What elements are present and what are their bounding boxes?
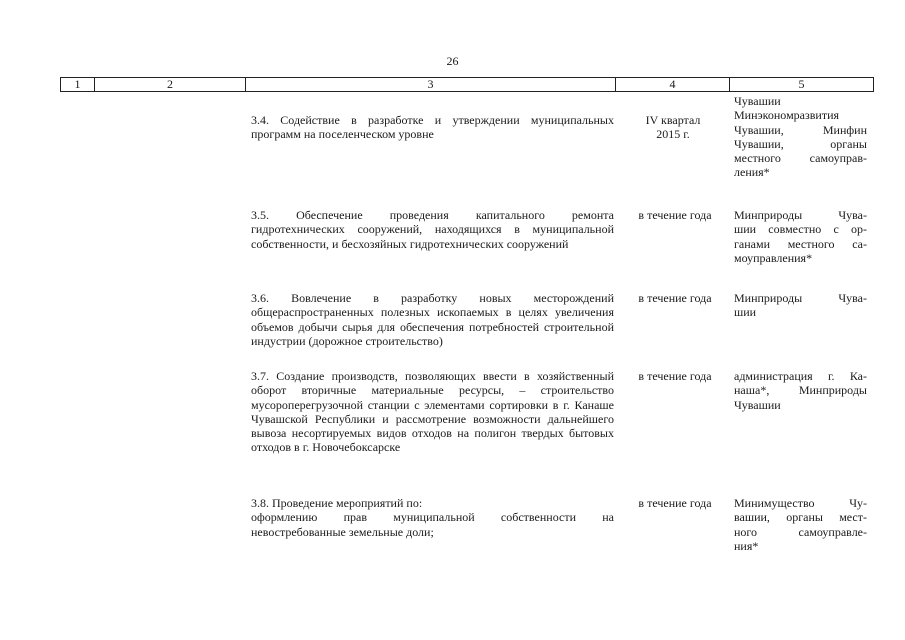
header-row — [61, 78, 874, 92]
responsible-line: шии — [734, 305, 757, 320]
responsible-line: моуправления* — [734, 250, 813, 265]
measure-text-3-5: 3.5. Обеспечение проведения капитального ремонта гидротехнических сооружений, находящихся в муниципальной собственности, и бесхозяйных гидротехнических сооружений — [251, 208, 614, 251]
responsible-line: Чувашии — [734, 397, 781, 412]
measure-title: 3.8. Проведение мероприятий по: — [251, 496, 423, 510]
responsible-line: ления* — [734, 165, 770, 180]
responsible-line: Чувашии — [734, 94, 781, 108]
responsible-3-5 — [734, 208, 867, 265]
responsible-line: ганами местного са- — [734, 236, 867, 251]
deadline-3-8: в течение года — [638, 496, 712, 510]
deadline-3-5: в течение года — [638, 208, 712, 222]
responsible-line: местного самоуправ- — [734, 151, 867, 166]
responsible-line: шии совместно с ор- — [734, 222, 867, 237]
responsible-3-6 — [734, 291, 867, 320]
responsible-line: Минприроды Чува- — [734, 208, 867, 222]
measure-text-3-4: 3.4. Содействие в разработке и утверждении муниципальных программ на поселенческом уровне — [251, 113, 614, 142]
header-col-3: 3 — [246, 78, 616, 92]
responsible-line: ния* — [734, 538, 759, 553]
responsible-3-7 — [734, 369, 867, 412]
deadline-3-4: IV квартал 2015 г. — [645, 113, 701, 142]
responsible-line: наша*, Минприроды — [734, 383, 867, 398]
responsible-3-8 — [734, 496, 867, 553]
responsible-line: ного самоуправле- — [734, 524, 867, 539]
measure-text-3-7: 3.7. Создание производств, позволяющих ввести в хозяйственный оборот вторичные материальные ресурсы, – строительство мусороперегрузочной станции с элементами сортировки в г. Канаше Чувашской Республики и рассмотрение возможности дальнейшего вывоза несортируемых видов отходов на полигон твердых бытовых отходов в г. Новочебоксарске — [251, 369, 614, 455]
responsible-line: Минэкономразвития — [734, 108, 840, 123]
deadline-3-6: в течение года — [638, 291, 712, 305]
responsible-line: вашии, органы мест- — [734, 510, 867, 525]
header-col-5: 5 — [730, 78, 874, 92]
measure-subitem: оформлению прав муниципальной собственности на невостребованные земельные доли; — [251, 510, 614, 539]
measure-text-3-6: 3.6. Вовлечение в разработку новых месторождений общераспространенных полезных ископаемых в целях увеличения объемов добычи сырья для обеспечения потребностей строительной индустрии (дорожное строительство) — [251, 291, 614, 348]
table-header — [60, 77, 874, 92]
responsible-3-4 — [734, 94, 867, 180]
header-col-4: 4 — [616, 78, 730, 92]
responsible-line: администрация г. Ка- — [734, 369, 867, 383]
deadline-3-7: в течение года — [638, 369, 712, 383]
responsible-line: Минприроды Чува- — [734, 291, 867, 305]
page-number: 26 — [446, 54, 459, 68]
header-col-2: 2 — [95, 78, 246, 92]
measure-text-3-8 — [251, 496, 614, 539]
header-col-1: 1 — [61, 78, 95, 92]
responsible-line: Минимущество Чу- — [734, 496, 867, 510]
responsible-line: Чувашии, органы — [734, 136, 867, 151]
responsible-line: Чувашии, Минфин — [734, 122, 867, 137]
